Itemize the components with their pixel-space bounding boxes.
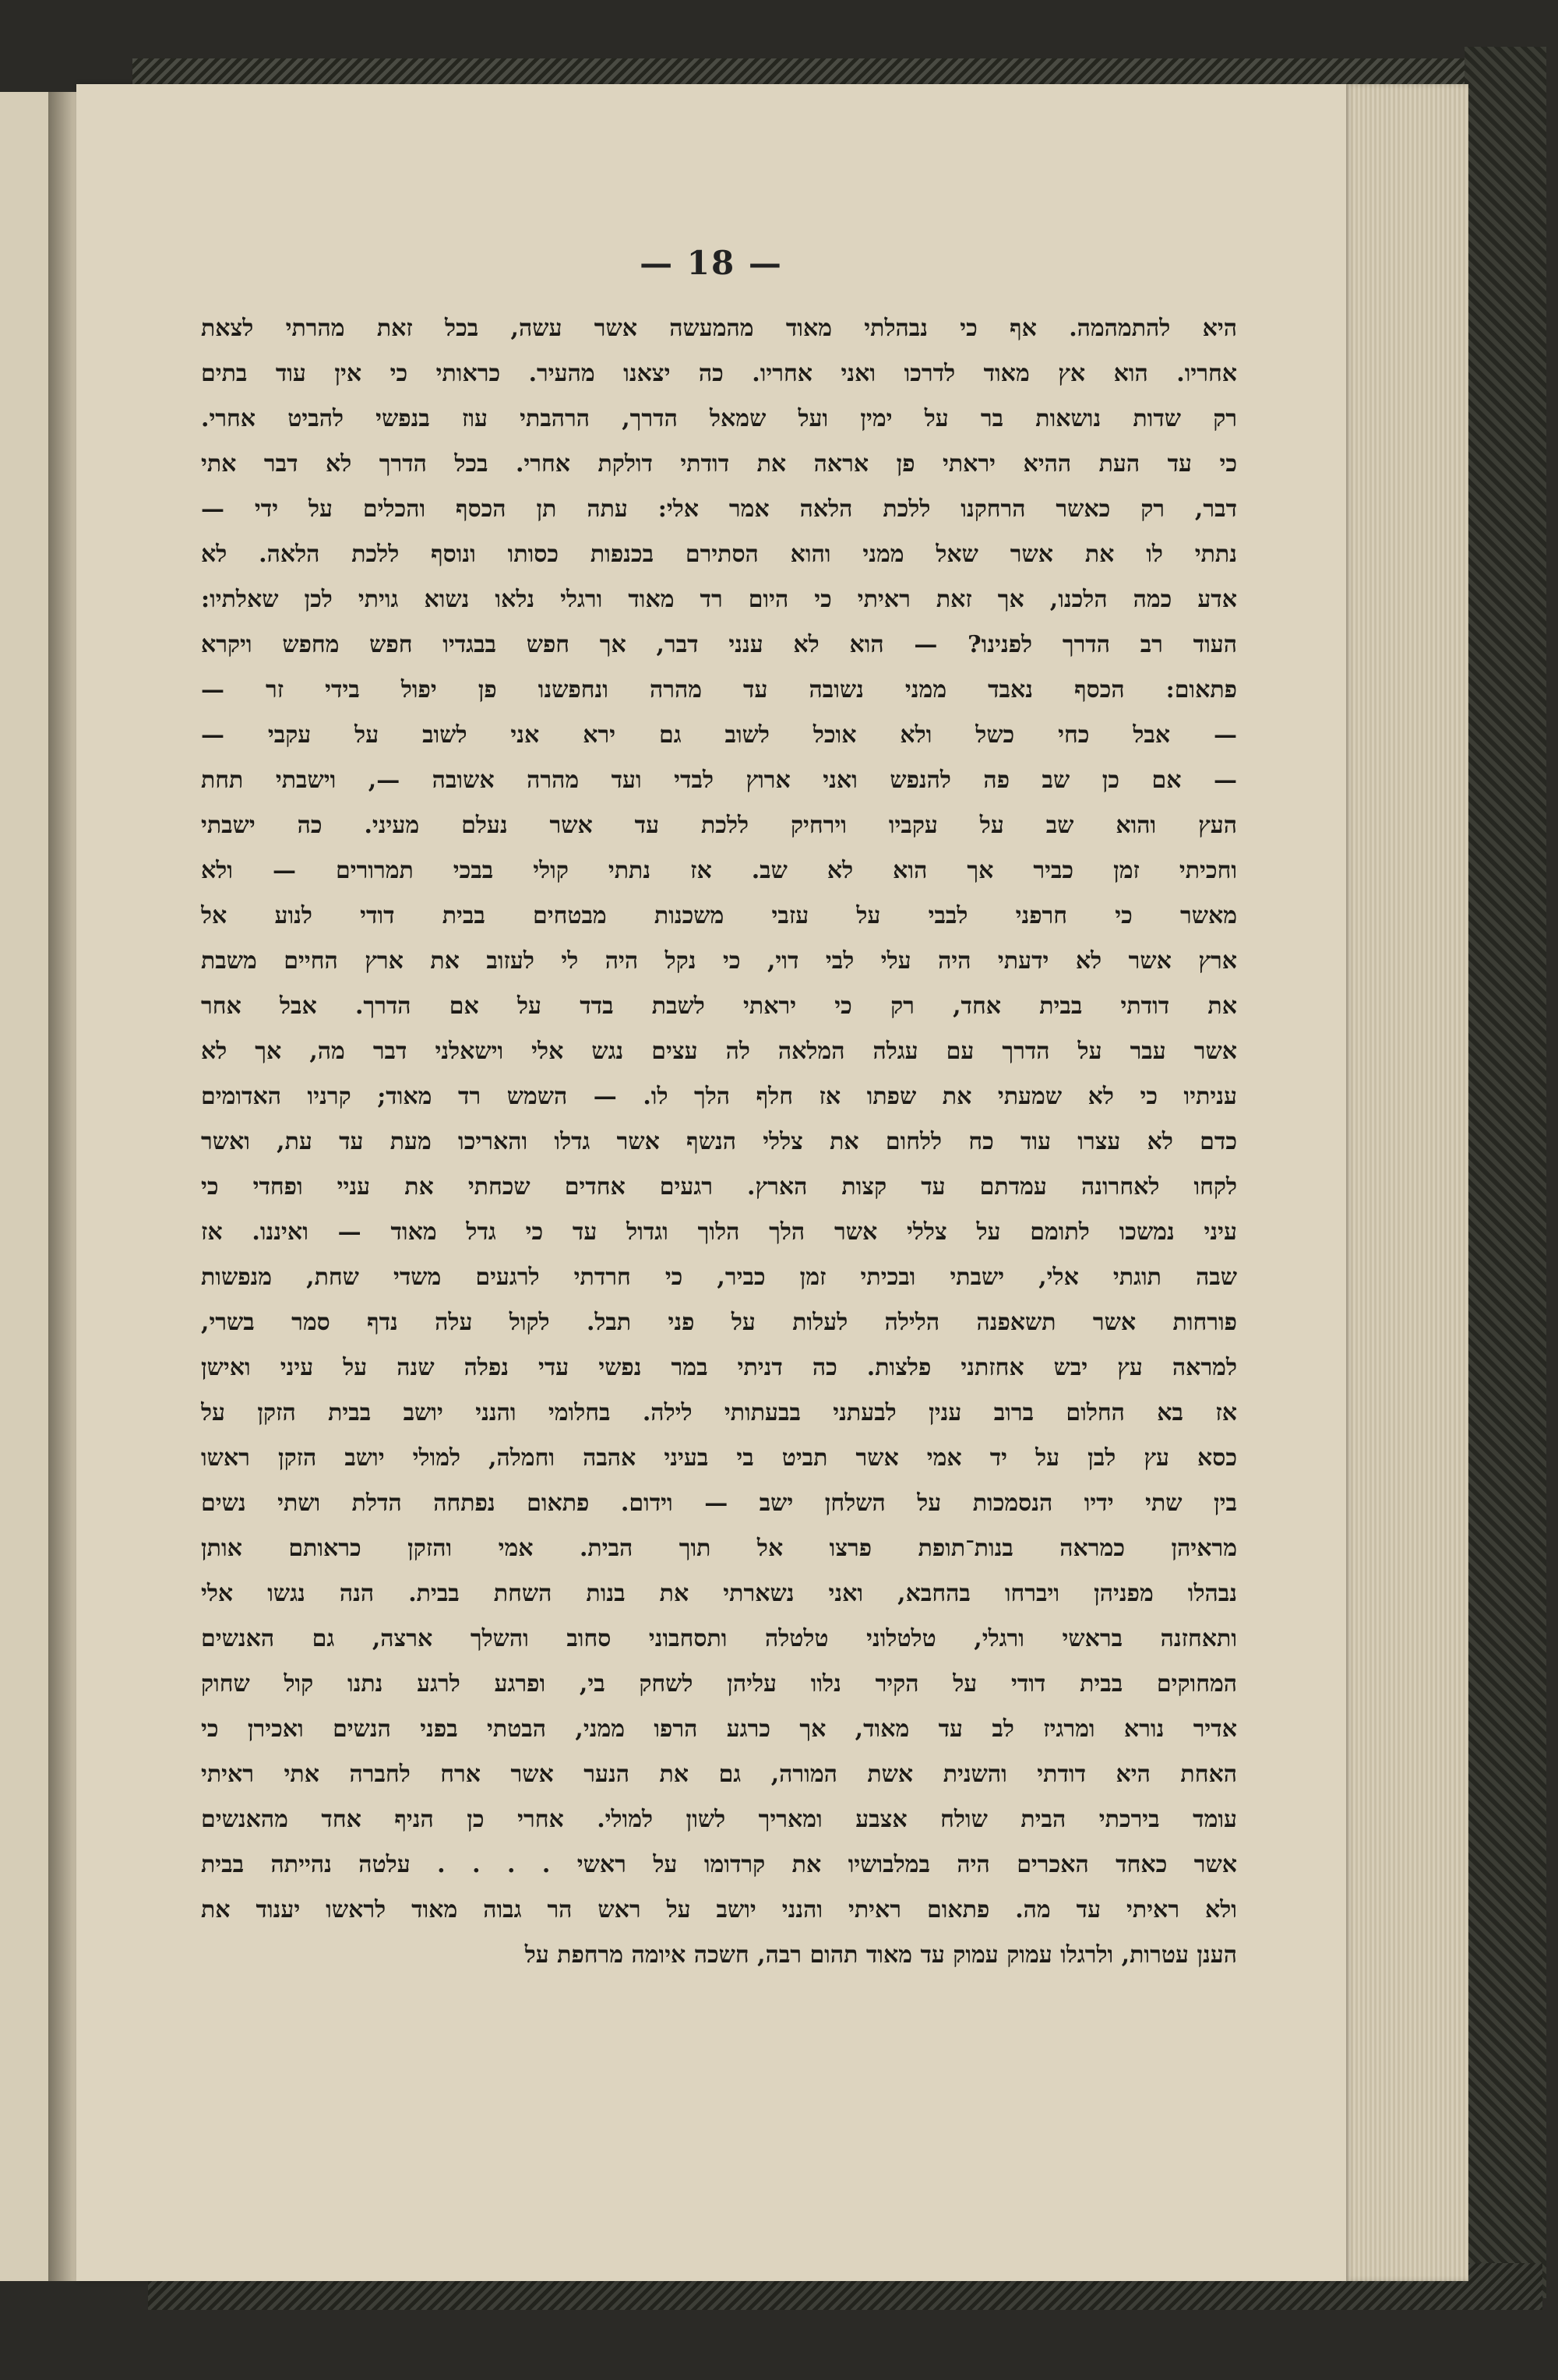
text-line: — אבל כחי כשל ולא אוכל לשוב גם ירא אני לשוב על עקבי — <box>201 721 1237 749</box>
text-line: מאשר כי חרפני לבבי על עזבי משכנות מבטחים בבית דודי לנוע אל <box>201 902 1237 929</box>
text-line: מראיהן כמראה בנות־תופת פרצו אל תוך הבית. אמי והזקן כראותם אותן <box>201 1535 1237 1562</box>
text-line: היא להתמהמה. אף כי נבהלתי מאוד מהמעשה אשר עשה, בכל זאת מהרתי לצאת <box>201 315 1237 342</box>
text-line: כי עד העת ההיא יראתי פן אראה את דודתי דולקת אחרי. בכל הדרך לא דבר אתי <box>201 450 1237 478</box>
text-line: רק שדות נושאות בר על ימין ועל שמאל הדרך, הרהבתי עוז בנפשי להביט אחרי. <box>201 405 1237 432</box>
text-line: לקחו לאחרונה עמדתם עד קצות הארץ. רגעים אחדים שכחתי את עניי ופחדי כי <box>201 1173 1237 1201</box>
text-line: אשר כאחד האכרים היה במלבושיו את קרדומו על ראשי . . . . עלטה נהייתה בבית <box>201 1851 1237 1878</box>
text-line: אז בא החלום ברוב ענין לבעתני בבעתותי לילה. בחלומי והנני יושב בבית הזקן על <box>201 1399 1237 1426</box>
text-line: הענן עטרות, ולרגלו עמוק עמוק עד מאוד תהום רבה, חשכה איומה מרחפת על <box>524 1941 1237 1969</box>
text-line: העץ והוא שב על עקביו וירחיק ללכת עד אשר נעלם מעיני. כה ישבתי <box>201 812 1237 839</box>
text-line: דבר, רק כאשר הרחקנו ללכת הלאה אמר אלי: עתה תן הכסף והכלים על ידי — <box>201 495 1237 523</box>
text-line: אשר עבר על הדרך עם עגלה המלאה לה עצים נגש אלי וישאלני דבר מה, אך לא <box>201 1038 1237 1065</box>
text-line: את דודתי בבית אחד, רק כי יראתי לשבת בדד על אם הדרך. אבל אחר <box>201 993 1237 1020</box>
text-line: נבהלו מפניהן ויברחו בהחבא, ואני נשארתי את בנות השחת בבית. הנה נגשו אלי <box>201 1580 1237 1607</box>
text-line: עיני נמשכו לתומם על צללי אשר הלך הלוך וגדול עד כי גדל מאוד — ואיננו. אז <box>201 1218 1237 1246</box>
text-line: אחריו. הוא אץ מאוד לדרכו ואני אחריו. כה יצאנו מהעיר. כראותי כי אין עוד בתים <box>201 360 1237 387</box>
facing-page-edge <box>0 92 48 2281</box>
text-line: כסא עץ לבן על יד אמי אשר תביט בי בעיני אהבה וחמלה, למולי יושב הזקן ראשו <box>201 1444 1237 1472</box>
text-line: העוד רב הדרך לפנינו? — הוא לא ענני דבר, אך חפש בבגדיו חפש מחפש ויקרא <box>201 631 1237 658</box>
book-page <box>76 84 1346 2281</box>
text-line: עניתיו כי לא שמעתי את שפתו אז חלף הלך לו. — השמש רד מאוד; קרניו האדומים <box>201 1083 1237 1110</box>
text-line: המחוקים בבית דודי על הקיר נלוו עליהן לשחק בי, ופרגע לרגע נתנו קול שחוק <box>201 1670 1237 1698</box>
text-line: כדם לא עצרו עוד כח ללחום את צללי הנשף אשר גדלו והאריכו מעת עד עת, ואשר <box>201 1128 1237 1155</box>
page-number: — 18 — <box>640 244 783 282</box>
text-line: פתאום: הכסף נאבד ממני נשובה עד מהרה ונחפשנו פן יפול בידי זר — <box>201 676 1237 703</box>
text-line: פורחות אשר תשאפנה הלילה לעלות על פני תבל. לקול עלה נדף סמר בשרי, <box>201 1309 1237 1336</box>
text-line: האחת היא דודתי והשנית אשת המורה, גם את הנער אשר ארח לחברה אתי ראיתי <box>201 1761 1237 1788</box>
text-line: וחכיתי זמן כביר אך הוא לא שב. אז נתתי קולי בבכי תמרורים — ולא <box>201 857 1237 884</box>
binding-cloth-right <box>1465 47 1546 2298</box>
book-gutter <box>48 92 76 2281</box>
text-line: ותאחזנה בראשי ורגלי, טלטלוני טלטלה ותסחבוני סחוב והשלך ארצה, גם האנשים <box>201 1625 1237 1652</box>
text-line: שבה תוגתי אלי, ישבתי ובכיתי זמן כביר, כי חרדתי לרגעים משדי שחת, מנפשות <box>201 1264 1237 1291</box>
text-line: בין שתי ידיו הנסמכות על השלחן ישב — וידום. פתאום נפתחה הדלת ושתי נשים <box>201 1490 1237 1517</box>
page-text-block <box>201 306 1237 1978</box>
text-line: למראה עץ יבש אחזתני פלצות. כה דניתי במר נפשי עדי נפלה שנה על עיני ואישן <box>201 1354 1237 1381</box>
text-line: אדע כמה הלכנו, אך זאת ראיתי כי היום רד מאוד ורגלי נלאו נשוא גויתי לכן שאלתיו: <box>201 586 1237 613</box>
text-line: — אם כן שב פה להנפש ואני ארוץ לבדי ועד מהרה אשובה —, וישבתי תחת <box>201 767 1237 794</box>
text-line: ארץ אשר לא ידעתי היה עלי לבי דוי, כי נקל היה לי לעזוב את ארץ החיים משבת <box>201 947 1237 975</box>
text-line: ולא ראיתי עד מה. פתאום ראיתי והנני יושב על ראש הר גבוה מאוד לראשו יענוד את <box>201 1896 1237 1923</box>
text-line: עומד בירכתי הבית שולח אצבע ומאריך לשון למולי. אחרי כן הניף אחד מהאנשים <box>201 1806 1237 1833</box>
text-line: נתתי לו את אשר שאל ממני והוא הסתירם בכנפות כסותו ונוסף ללכת הלאה. לא <box>201 541 1237 568</box>
text-line: אדיר נורא ומרגיז לב עד מאוד, אך כרגע הרפו ממני, הבטתי בפני הנשים ואכירן כי <box>201 1715 1237 1743</box>
